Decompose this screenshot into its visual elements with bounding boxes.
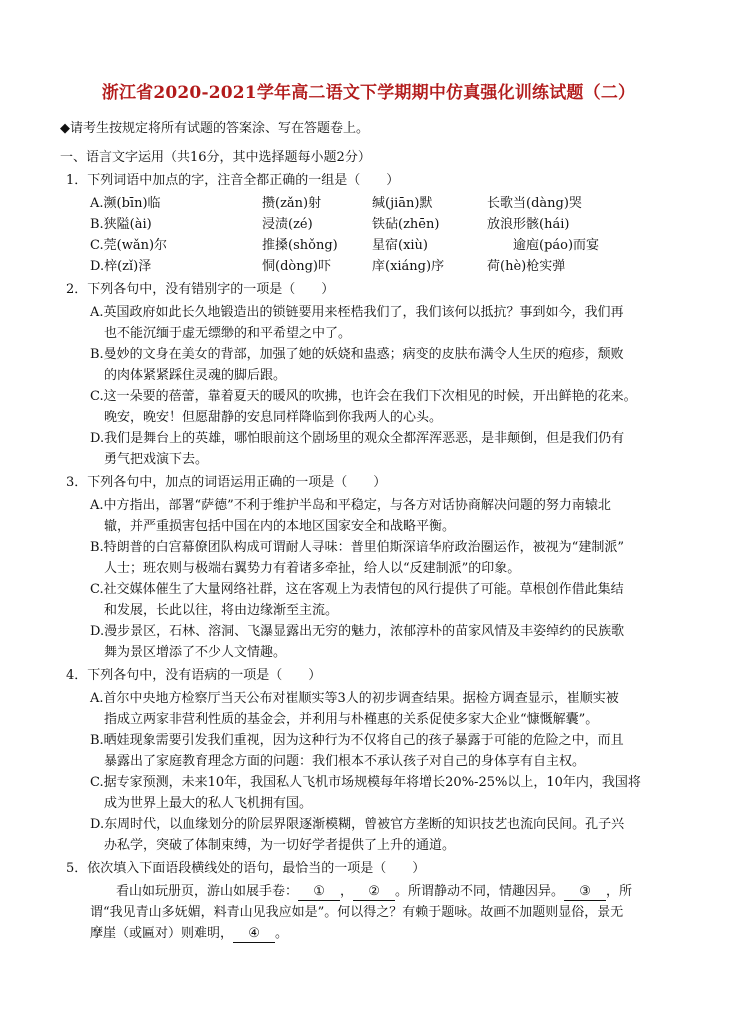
option-cell: A.濒(bīn)临 [90, 196, 161, 211]
passage-text: 摩崖（或匾对）则难明， [90, 926, 234, 941]
passage-line-2: 谓“我见青山多妩媚，料青山见我应如是”。何以得之？有赖于题咏。故画不加题则显俗，景无 [90, 905, 624, 920]
option-line: 办私学，突破了体制束缚，为一切好学者提供了上升的通道。 [104, 838, 456, 853]
option-cell: B.狭隘(ài) [90, 217, 152, 232]
blank-4: ④ [233, 926, 275, 943]
option-cell: 攒(zǎn)射 [262, 196, 322, 211]
option-cell: C.莞(wǎn)尔 [90, 238, 168, 253]
passage-text: ， [340, 884, 354, 899]
option-cell: 星宿(xiù) [372, 238, 429, 253]
option-line: 勇气把戏演下去。 [104, 452, 209, 467]
passage-line-3 [90, 926, 288, 943]
question-1-stem: 1．下列词语中加点的字，注音全都正确的一组是（ ） [66, 173, 400, 188]
option-line: 暴露出了家庭教育理念方面的问题：我们根本不承认孩子对自己的身体享有自主权。 [104, 754, 586, 769]
option-line: 人士；班农则与极端右翼势力有着诸多牵扯，给人以“反建制派”的印象。 [104, 561, 521, 576]
option-cell: 庠(xiáng)序 [372, 259, 445, 274]
option-cell: 长歌当(dàng)哭 [487, 196, 582, 211]
option-line: 和发展，长此以往，将由边缘渐至主流。 [104, 603, 339, 618]
option-cell: 铁砧(zhēn) [372, 217, 440, 232]
option-line: C.这一朵要的蓓蕾，靠着夏天的暖风的吹拂，也许会在我们下次相见的时候，开出鲜艳的花来。 [90, 389, 637, 404]
option-line: A.英国政府如此长久地锻造出的锁链要用来桎梏我们了，我们该何以抵抗？事到如今，我们再 [90, 305, 624, 320]
option-cell: 缄(jiān)默 [372, 196, 433, 211]
option-cell: 推搡(shǒng) [262, 238, 338, 253]
passage-text: 看山如玩册页，游山如展手卷： [116, 884, 299, 899]
option-line: D.东周时代，以血缘划分的阶层界限逐渐模糊，曾被官方垄断的知识技艺也流向民间。孔子兴 [90, 817, 625, 832]
option-line: B.曼妙的文身在美女的背部，加强了她的妖娆和蛊惑；病变的皮肤布满令人生厌的疱疹，颓败 [90, 347, 624, 362]
option-cell: 放浪形骸(hái) [487, 217, 570, 232]
blank-3: ③ [564, 884, 606, 901]
option-line: 也不能沉缅于虚无缥缈的和平希望之中了。 [104, 326, 352, 341]
passage-text: ，所 [606, 884, 633, 899]
passage-line-1 [116, 884, 632, 901]
option-line: B.晒娃现象需要引发我们重视，因为这种行为不仅将自己的孩子暴露于可能的危险之中，而且 [90, 733, 624, 748]
option-line: C.据专家预测，未来10年，我国私人飞机市场规模每年将增长20%-25%以上，10年内，我国将 [90, 775, 641, 790]
option-line: D.漫步景区，石林、溶洞、飞瀑显露出无穷的魅力，浓郁淳朴的苗家风情及丰姿绰约的民族歌 [90, 624, 625, 639]
option-line: D.我们是舞台上的英雄，哪怕眼前这个剧场里的观众全都浑浑恶恶，是非颠倒，但是我们仍有 [90, 431, 625, 446]
option-line: 舞为景区增添了不少人文情趣。 [104, 645, 287, 660]
question-2-stem: 2．下列各句中，没有错别字的一项是（ ） [66, 282, 335, 297]
question-3-stem: 3．下列各句中，加点的词语运用正确的一项是（ ） [66, 475, 387, 490]
passage-text: 。 [275, 926, 289, 941]
option-line: 辙，并严重损害包括中国在内的本地区国家安全和战略平衡。 [104, 519, 456, 534]
option-line: A.首尔中央地方检察厅当天公布对崔顺实等3人的初步调查结果。据检方调查显示，崔顺实被 [90, 691, 619, 706]
option-line: A.中方指出，部署“萨德”不利于维护半岛和平稳定，与各方对话协商解决问题的努力南辕北 [90, 498, 611, 513]
blank-2: ② [353, 884, 395, 901]
option-line: C.社交媒体催生了大量网络社群，这在客观上为表情包的风行提供了可能。草根创作借此集结 [90, 582, 624, 597]
section-heading: 一、语言文字运用（共16分，其中选择题每小题2分） [60, 150, 371, 165]
option-cell: 恫(dòng)吓 [262, 259, 331, 274]
option-line: B.特朗普的白宫幕僚团队构成可谓耐人寻味：普里伯斯深谙华府政治圈运作，被视为“建制派” [90, 540, 624, 555]
option-cell: 浸渍(zé) [262, 217, 313, 232]
option-cell: 荷(hè)枪实弹 [487, 259, 566, 274]
question-5-stem: 5．依次填入下面语段横线处的语句，最恰当的一项是（ ） [66, 861, 426, 876]
passage-text: 。所谓静动不同，情趣因异。 [395, 884, 565, 899]
question-4-stem: 4．下列各句中，没有语病的一项是（ ） [66, 668, 322, 683]
option-cell: 逾庖(páo)而宴 [513, 238, 600, 253]
option-line: 的肉体紧紧踩住灵魂的脚后跟。 [104, 368, 287, 383]
option-line: 晚安，晚安！但愿甜静的安息同样降临到你我两人的心头。 [104, 410, 443, 425]
blank-1: ① [298, 884, 340, 901]
option-line: 成为世界上最大的私人飞机拥有国。 [104, 796, 313, 811]
exam-title: 浙江省2020-2021学年高二语文下学期期中仿真强化训练试题（二） [101, 83, 636, 103]
answer-notice: ◆请考生按规定将所有试题的答案涂、写在答题卷上。 [60, 121, 369, 136]
option-line: 指成立两家非营利性质的基金会，并利用与朴槿惠的关系促使多家大企业“慷慨解囊”。 [104, 712, 599, 727]
option-cell: D.梓(zǐ)泽 [90, 259, 152, 274]
